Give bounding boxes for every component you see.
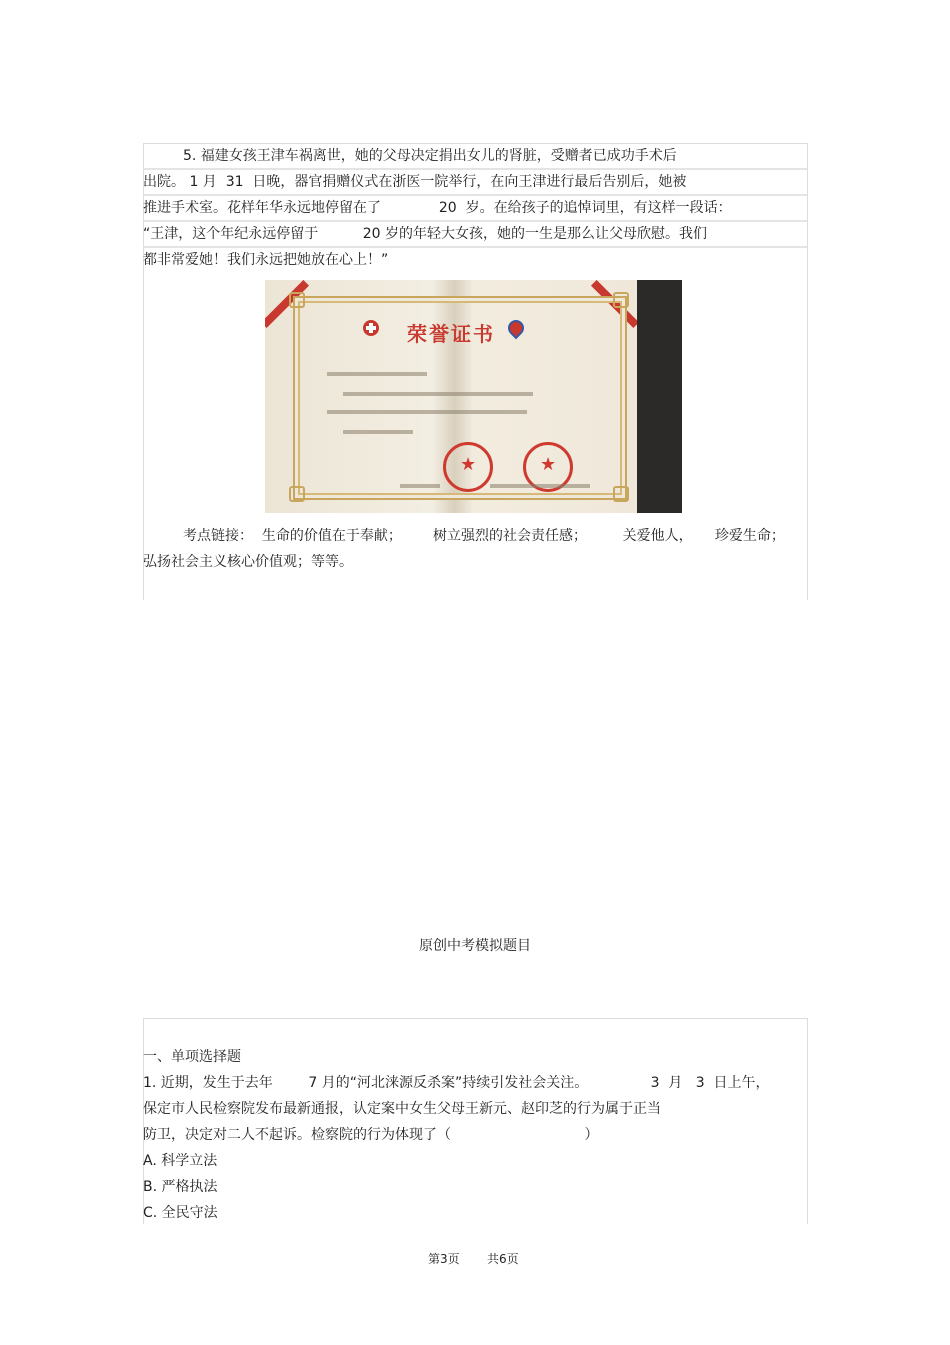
certificate-title: 荣誉证书: [407, 322, 495, 346]
quiz-heading: 一、单项选择题: [143, 1049, 241, 1065]
question-line: 防卫，决定对二人不起诉。检察院的行为体现了（ ）: [143, 1127, 599, 1143]
story-line: 推进手术室。花样年华永远地停留在了 20 岁。在给孩子的追悼词里，有这样一段话：: [143, 200, 732, 216]
key-points-line: 考点链接： 生命的价值在于奉献； 树立强烈的社会责任感； 关爱他人， 珍爱生命；: [183, 528, 785, 544]
divider: [143, 194, 807, 196]
honor-certificate-photo: [265, 280, 682, 513]
story-line: “王津，这个年纪永远停留于 20 岁的年轻大女孩，她的一生是那么让父母欣慰。我们: [143, 226, 708, 242]
total-pages: 共6页: [487, 1252, 519, 1266]
certificate-text-line: [343, 392, 533, 396]
frame-ornament: [289, 486, 305, 502]
divider: [143, 246, 807, 248]
certificate-text-line: [327, 372, 427, 376]
key-points-line: 弘扬社会主义核心价值观；等等。: [143, 554, 353, 570]
certificate-page: [265, 280, 637, 513]
certificate-date-line: [490, 484, 590, 488]
divider: [143, 168, 807, 170]
option-c: C. 全民守法: [143, 1205, 218, 1221]
certificate-text-line: [343, 430, 413, 434]
story-line: 出院。 1 月 31 日晚，器官捐赠仪式在浙医一院举行，在向王津进行最后告别后，她被: [143, 174, 687, 190]
frame-ornament: [289, 292, 305, 308]
certificate-date-line: [400, 484, 440, 488]
frame-ornament: [613, 486, 629, 502]
question-line: 保定市人民检察院发布最新通报，认定案中女生父母王新元、赵印芝的行为属于正当: [143, 1101, 661, 1117]
story-line: 都非常爱她！我们永远把她放在心上！”: [143, 252, 389, 268]
divider: [143, 220, 807, 222]
red-cross-icon: [363, 320, 379, 336]
page-number: 第3页: [428, 1252, 460, 1266]
option-a: A. 科学立法: [143, 1153, 218, 1169]
certificate-text-line: [327, 410, 527, 414]
red-seal-icon: ★: [443, 442, 493, 492]
frame-ornament: [613, 292, 629, 308]
photo-background: [637, 280, 682, 513]
option-b: B. 严格执法: [143, 1179, 218, 1195]
quiz-box: [143, 1018, 808, 1224]
question-line: 1. 近期，发生于去年 7 月的“河北涞源反杀案”持续引发社会关注。 3 月 3 日上午，: [143, 1075, 770, 1091]
story-line: 5. 福建女孩王津车祸离世，她的父母决定捐出女儿的肾脏，受赠者已成功手术后: [183, 148, 677, 164]
red-seal-icon: ★: [523, 442, 573, 492]
section-title: 原创中考模拟题目: [419, 938, 531, 954]
